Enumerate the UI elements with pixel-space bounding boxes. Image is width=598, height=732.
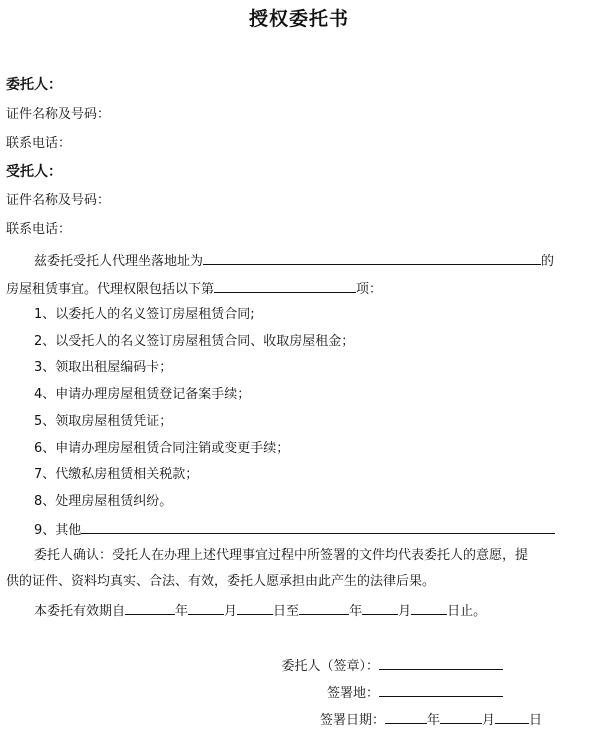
- sign-date-label: 签署日期：: [319, 713, 385, 728]
- list-item: 1、以委托人的名义签订房屋租赁合同;: [34, 307, 255, 322]
- principal-sign-blank[interactable]: [379, 656, 503, 670]
- validity-day-end: 日止。: [447, 604, 487, 619]
- intro-line-1: [34, 251, 554, 271]
- list-item: 5、领取房屋租赁凭证；: [34, 414, 173, 429]
- validity-month: 月: [224, 604, 238, 619]
- principal-id-label: 证件名称及号码：: [6, 107, 111, 122]
- end-day-blank[interactable]: [411, 601, 447, 615]
- scope-items-blank[interactable]: [214, 279, 356, 293]
- sign-month-blank[interactable]: [440, 710, 482, 724]
- intro-line2-suffix: 项：: [356, 282, 383, 297]
- principal-signature-row: [281, 656, 503, 676]
- validity-month2: 月: [398, 604, 412, 619]
- sign-year-blank[interactable]: [385, 710, 427, 724]
- intro-line2-prefix: 房屋租赁事宜。代理权限包括以下第: [6, 282, 215, 297]
- principal-phone-label: 联系电话：: [6, 136, 72, 151]
- agent-phone-label: 联系电话：: [6, 222, 72, 237]
- validity-day-to: 日至: [273, 604, 300, 619]
- sign-day: 日: [528, 713, 542, 728]
- list-item: 2、以受托人的名义签订房屋租赁合同、收取房屋租金；: [34, 334, 355, 349]
- start-month-blank[interactable]: [188, 601, 224, 615]
- other-blank[interactable]: [81, 520, 555, 534]
- sign-date-row: [320, 710, 542, 730]
- validity-year: 年: [175, 604, 189, 619]
- validity-year2: 年: [349, 604, 363, 619]
- validity-prefix: 本委托有效期自: [34, 604, 126, 619]
- list-item: 8、处理房屋租赁纠纷。: [34, 494, 173, 509]
- list-item-other-label: 9、其他: [34, 523, 82, 538]
- principal-sign-label: 委托人（签章）：: [281, 659, 379, 674]
- start-day-blank[interactable]: [237, 601, 273, 615]
- start-year-blank[interactable]: [125, 601, 175, 615]
- validity-period: [34, 601, 486, 621]
- sign-day-blank[interactable]: [495, 710, 529, 724]
- list-item: 6、申请办理房屋租赁合同注销或变更手续；: [34, 441, 290, 456]
- list-item: 7、代缴私房租赁相关税款；: [34, 467, 199, 482]
- document-title: 授权委托书: [248, 8, 349, 30]
- sign-place-row: [327, 683, 503, 703]
- address-blank[interactable]: [203, 251, 541, 265]
- confirmation-line-1: 委托人确认：受托人在办理上述代理事宜过程中所签署的文件均代表委托人的意愿，提: [34, 548, 529, 563]
- list-item: 3、领取出租屋编码卡；: [34, 360, 173, 375]
- intro-line1-prefix: 兹委托受托人代理坐落地址为: [34, 254, 204, 269]
- list-item-other: [34, 520, 555, 540]
- intro-line-2: [6, 279, 382, 299]
- principal-heading: 委托人：: [6, 77, 62, 93]
- end-year-blank[interactable]: [299, 601, 349, 615]
- agent-id-label: 证件名称及号码：: [6, 193, 111, 208]
- list-item: 4、申请办理房屋租赁登记备案手续；: [34, 387, 251, 402]
- agent-heading: 受托人：: [6, 164, 62, 180]
- sign-month: 月: [481, 713, 495, 728]
- sign-year: 年: [426, 713, 440, 728]
- intro-line1-suffix: 的: [541, 254, 555, 269]
- end-month-blank[interactable]: [362, 601, 398, 615]
- sign-place-blank[interactable]: [379, 683, 503, 697]
- confirmation-line-2: 供的证件、资料均真实、合法、有效，委托人愿承担由此产生的法律后果。: [6, 574, 436, 589]
- sign-place-label: 签署地：: [326, 686, 379, 701]
